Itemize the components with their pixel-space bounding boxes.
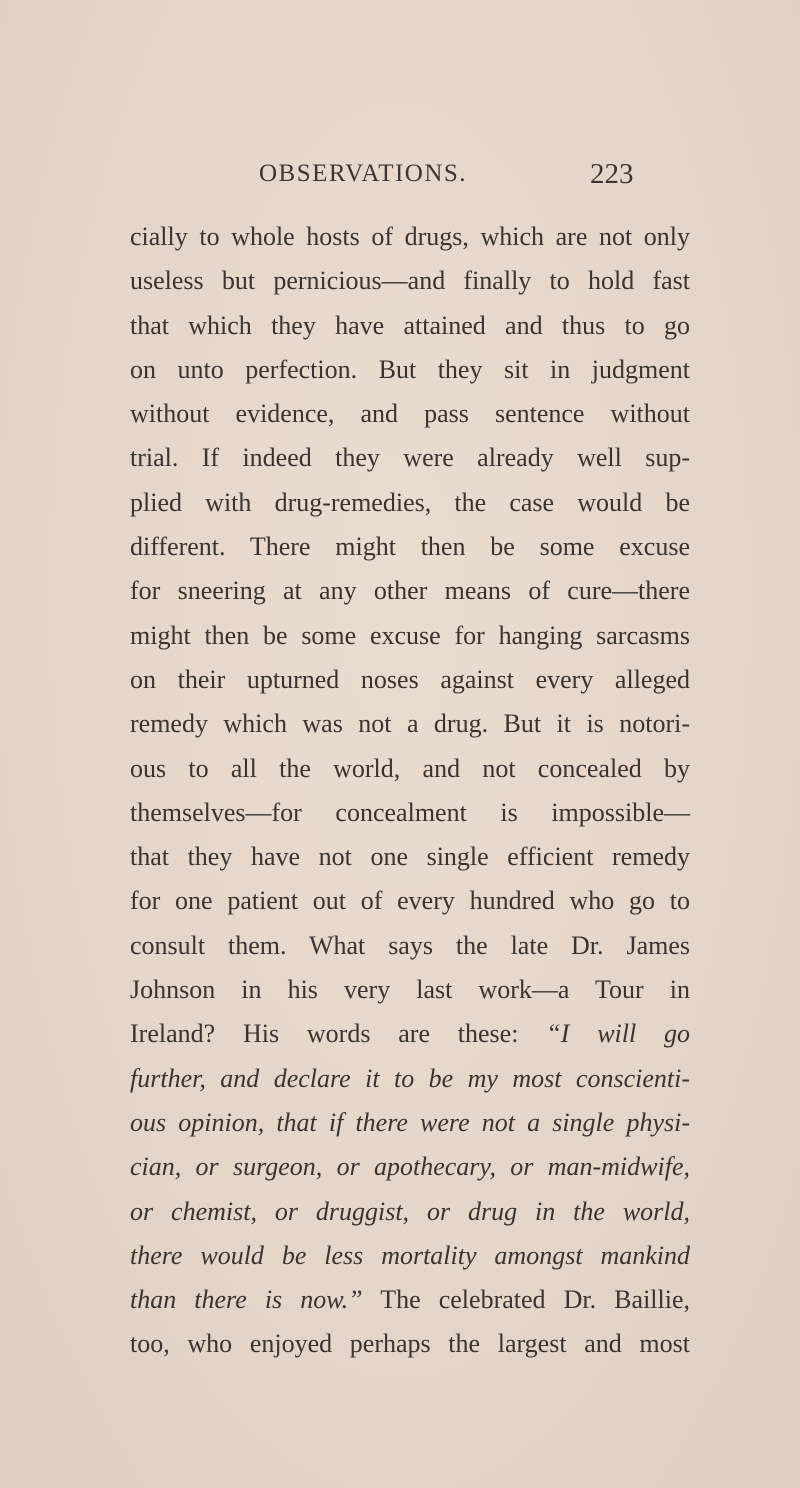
- text-line-roman: The celebrated Dr. Baillie,: [380, 1285, 690, 1315]
- text-line: that they have not one single efficient remedy: [130, 842, 690, 872]
- text-line: remedy which was not a drug. But it is notori-: [130, 709, 690, 739]
- text-line-italic: ous opinion, that if there were not a single physi-: [130, 1107, 690, 1137]
- text-line: themselves—for concealment is impossible—: [130, 797, 690, 827]
- text-line-roman: Ireland? His words are these:: [130, 1019, 519, 1049]
- text-line: ous to all the world, and not concealed by: [130, 753, 690, 783]
- text-line: consult them. What says the late Dr. James: [130, 930, 690, 960]
- text-line-mixed: [130, 1278, 690, 1322]
- quotation-end: than there is now.”: [130, 1285, 363, 1315]
- text-line: might then be some excuse for hanging sarcasms: [130, 620, 690, 650]
- body-text: [130, 215, 690, 1367]
- page-number: 223: [590, 158, 634, 190]
- text-line-italic: there would be less mortality amongst mankind: [130, 1240, 690, 1270]
- text-line-italic: cian, or surgeon, or apothecary, or man-midwife,: [130, 1152, 690, 1182]
- text-line: too, who enjoyed perhaps the largest and most: [130, 1329, 690, 1359]
- running-head: [0, 160, 800, 200]
- quotation-start: “I will go: [546, 1019, 691, 1049]
- text-line: different. There might then be some excuse: [130, 532, 690, 562]
- text-line: trial. If indeed they were already well sup-: [130, 443, 690, 473]
- text-line: cially to whole hosts of drugs, which are not only: [130, 222, 690, 251]
- text-line: for one patient out of every hundred who go to: [130, 886, 690, 916]
- running-head-title: OBSERVATIONS.: [259, 160, 468, 187]
- text-line-mixed: [130, 1012, 690, 1056]
- text-line: that which they have attained and thus to go: [130, 310, 690, 340]
- text-line: without evidence, and pass sentence without: [130, 399, 690, 429]
- text-line: Johnson in his very last work—a Tour in: [130, 975, 690, 1005]
- text-line: on unto perfection. But they sit in judgment: [130, 354, 690, 384]
- text-line: on their upturned noses against every alleged: [130, 664, 690, 694]
- text-line-italic: further, and declare it to be my most conscienti-: [130, 1063, 690, 1093]
- text-line: for sneering at any other means of cure—there: [130, 576, 690, 606]
- text-line: plied with drug-remedies, the case would be: [130, 487, 690, 517]
- text-line: useless but pernicious—and finally to hold fast: [130, 266, 690, 296]
- text-line-italic: or chemist, or druggist, or drug in the world,: [130, 1196, 690, 1226]
